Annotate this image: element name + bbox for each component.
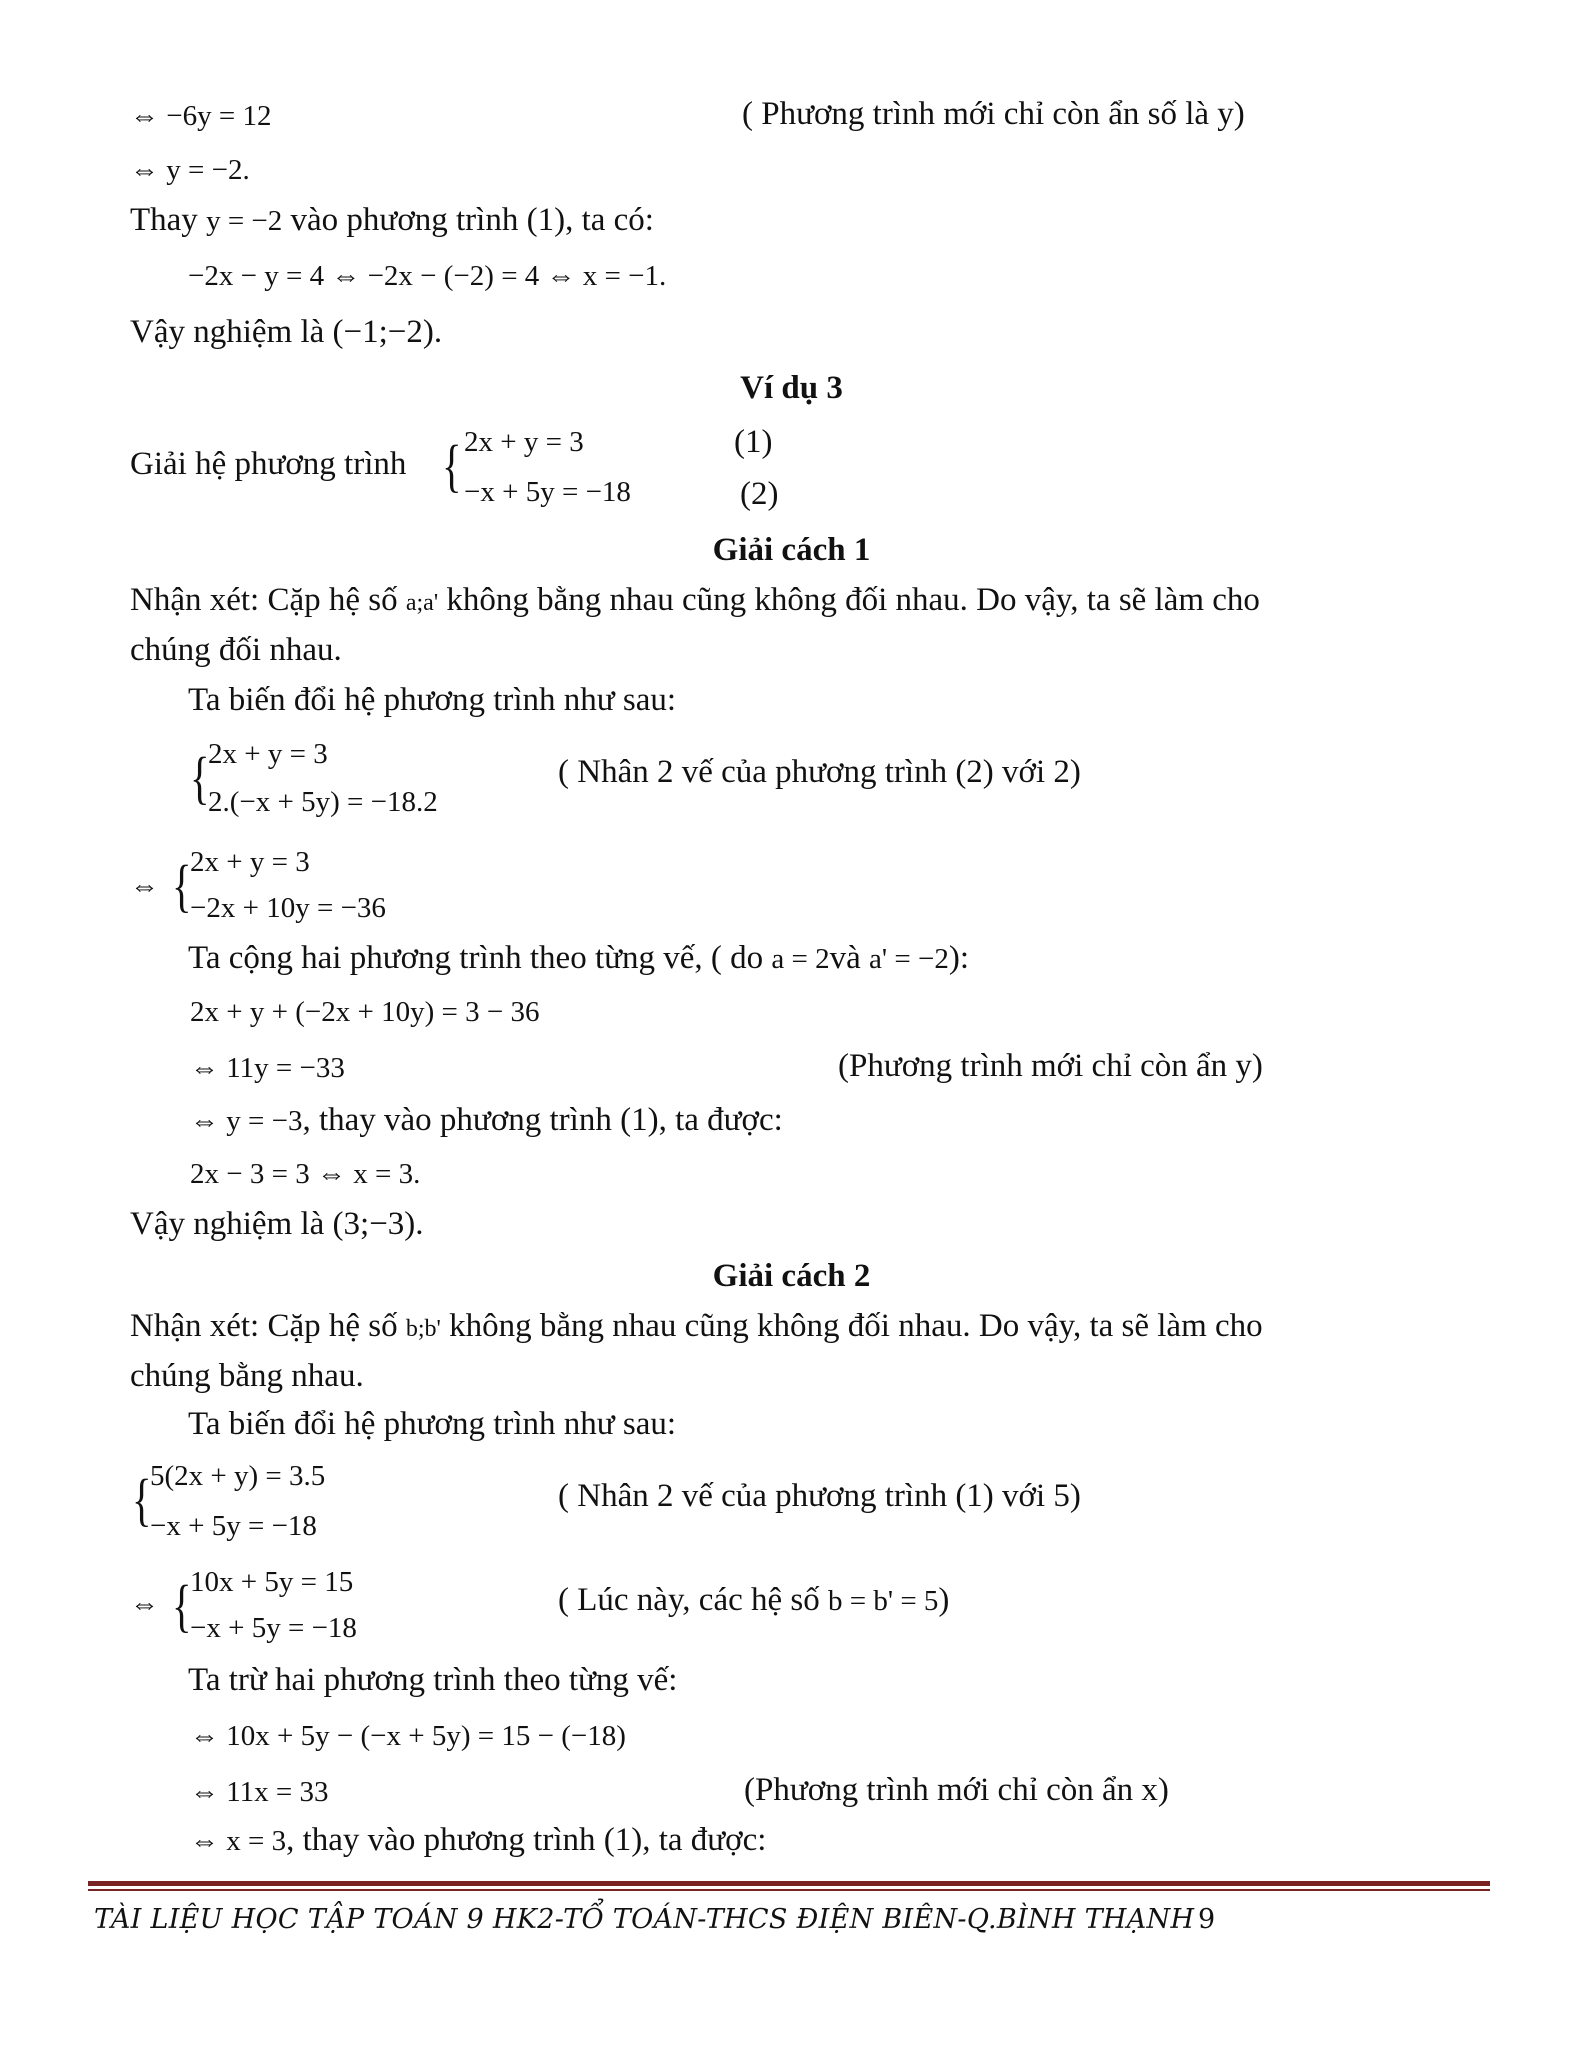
inline-math: a' = −2 (869, 943, 949, 975)
text-line (188, 938, 969, 979)
left-brace: { (442, 433, 462, 498)
text: Vậy nghiệm là (130, 314, 325, 350)
text: không bằng nhau cũng không đối nhau. Do vậy, ta sẽ làm cho (446, 582, 1260, 618)
left-brace: { (172, 853, 192, 918)
text: ): (948, 940, 970, 976)
section-title: Giải cách 1 (712, 532, 871, 568)
text: Ta cộng hai phương trình theo từng vế, ( do (188, 940, 764, 976)
equation-line: −2x − y = 4 ⇔ −2x − (−2) = 4 ⇔ x = −1. (188, 260, 667, 292)
text-line (130, 200, 654, 241)
equation-note (558, 1580, 949, 1621)
system-equation: 5(2x + y) = 3.5 (150, 1460, 326, 1492)
system-equation: 2.(−x + 5y) = −18.2 (208, 786, 438, 818)
text-line (130, 580, 1260, 623)
text: vào phương trình (1), ta có: (290, 202, 654, 238)
text: Nhận xét: Cặp hệ số (130, 582, 398, 618)
inline-math: ⇔ x = 3 (190, 1825, 287, 1857)
footer-rule (88, 1881, 1490, 1886)
text: Vậy nghiệm là (130, 1206, 325, 1242)
equation-note: (Phương trình mới chỉ còn ẩn x) (744, 1772, 1169, 1808)
text-line (190, 1100, 783, 1141)
inline-math: a = 2 (771, 943, 830, 975)
text: , thay vào phương trình (1), ta được: (286, 1822, 767, 1858)
inline-math: ⇔ y = −3 (190, 1105, 303, 1137)
text: và (829, 940, 861, 976)
left-brace: { (172, 1573, 192, 1638)
system-equation: 2x + y = 3 (464, 426, 584, 458)
equation-line: 2x − 3 = 3 ⇔ x = 3. (190, 1158, 421, 1190)
inline-math: b = b' = 5 (827, 1585, 939, 1617)
inline-math: (3;−3). (332, 1206, 424, 1242)
system-equation: 2x + y = 3 (208, 738, 328, 770)
system-equation: −x + 5y = −18 (464, 476, 631, 508)
inline-math: a;a' (405, 590, 439, 616)
system-equation: −2x + 10y = −36 (190, 892, 386, 924)
equation-line: ⇔ 11y = −33 (190, 1052, 345, 1084)
equation-line: ⇔ y = −2. (130, 154, 250, 186)
text-line: chúng bằng nhau. (130, 1358, 364, 1394)
equation-line: ⇔ 10x + 5y − (−x + 5y) = 15 − (−18) (190, 1720, 626, 1752)
text-line (130, 1204, 424, 1244)
left-brace: { (190, 745, 210, 810)
footer-rule-thin (88, 1889, 1490, 1891)
equation-line: 2x + y + (−2x + 10y) = 3 − 36 (190, 996, 540, 1028)
section-title: Ví dụ 3 (740, 370, 843, 406)
equation-line: ⇔ 11x = 33 (190, 1776, 329, 1808)
equivalence-sign: ⇔ (130, 1588, 159, 1620)
left-brace: { (132, 1467, 152, 1532)
section-title: Giải cách 2 (712, 1258, 871, 1294)
text-line (130, 1306, 1263, 1349)
page-number: 9 (1198, 1904, 1216, 1935)
system-equation: 10x + 5y = 15 (190, 1566, 354, 1598)
equation-note: (Phương trình mới chỉ còn ẩn y) (838, 1048, 1263, 1084)
text-line: Ta trừ hai phương trình theo từng vế: (188, 1662, 678, 1698)
text: không bằng nhau cũng không đối nhau. Do vậy, ta sẽ làm cho (449, 1308, 1263, 1344)
equation-note: ( Phương trình mới chỉ còn ẩn số là y) (742, 96, 1245, 132)
system-equation: −x + 5y = −18 (190, 1612, 357, 1644)
inline-math: y = −2 (206, 205, 283, 237)
equivalence-sign: ⇔ (130, 870, 159, 902)
system-equation: 2x + y = 3 (190, 846, 310, 878)
footer-text: TÀI LIỆU HỌC TẬP TOÁN 9 HK2-TỔ TOÁN-THCS ĐIỆN BIÊN-Q.BÌNH THẠNH (94, 1904, 1195, 1935)
inline-math: (−1;−2). (332, 314, 443, 350)
text: Thay (130, 202, 198, 238)
text-line: chúng đối nhau. (130, 632, 342, 668)
text-line (190, 1820, 766, 1861)
text-line: Giải hệ phương trình (130, 446, 407, 482)
text-line: Ta biến đổi hệ phương trình như sau: (188, 682, 677, 718)
equation-number: (2) (740, 476, 779, 512)
inline-math: b;b' (405, 1316, 441, 1342)
equation-note: ( Nhân 2 vế của phương trình (2) với 2) (558, 754, 1081, 790)
text-line: Ta biến đổi hệ phương trình như sau: (188, 1406, 677, 1442)
text-line (130, 312, 442, 352)
text: , thay vào phương trình (1), ta được: (302, 1102, 783, 1138)
equation-number: (1) (734, 424, 773, 460)
equation-note: ( Nhân 2 vế của phương trình (1) với 5) (558, 1478, 1081, 1514)
system-equation: −x + 5y = −18 (150, 1510, 317, 1542)
text: ) (938, 1582, 950, 1618)
text: ( Lúc này, các hệ số (558, 1582, 820, 1618)
text: Nhận xét: Cặp hệ số (130, 1308, 398, 1344)
equation-line: ⇔ −6y = 12 (130, 100, 272, 132)
